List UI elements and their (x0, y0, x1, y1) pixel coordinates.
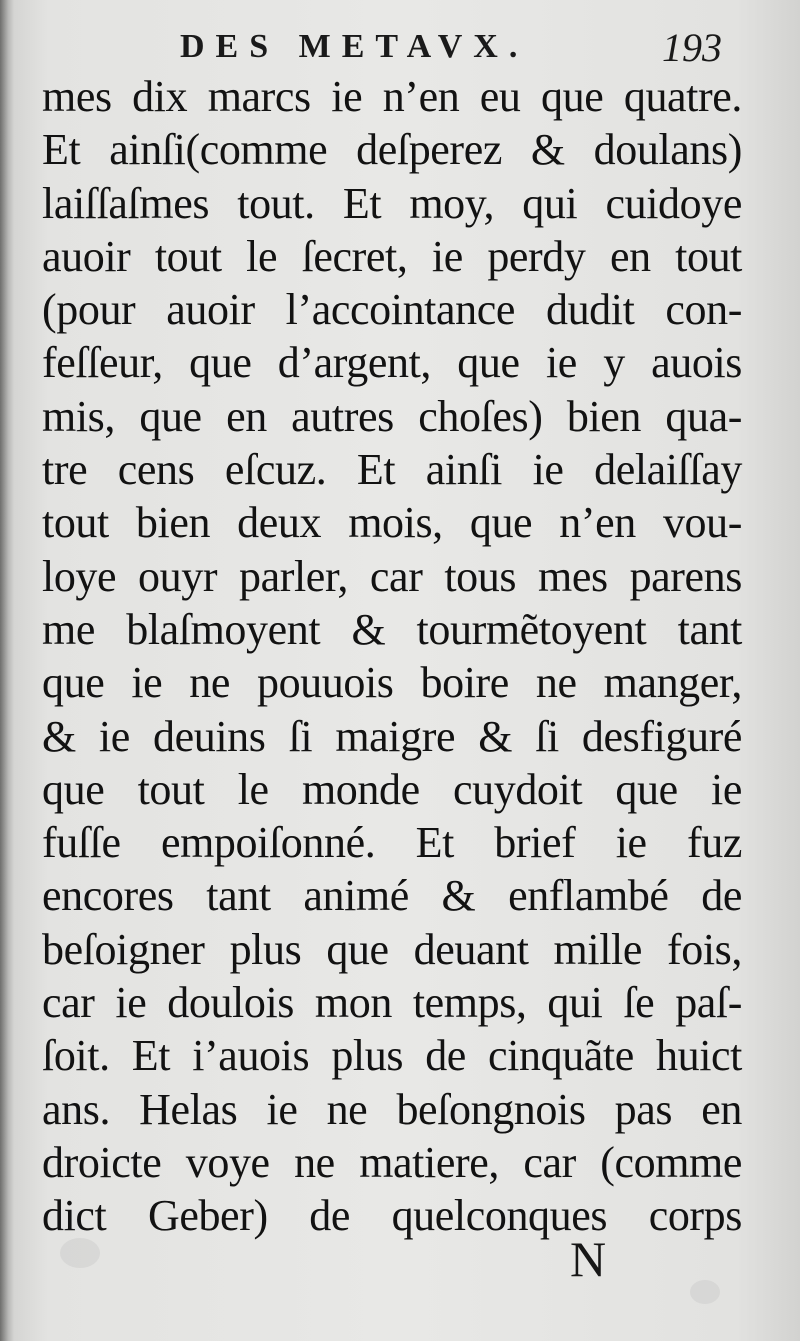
text-line: car ie doulois mon temps, qui ſe paſ- (42, 978, 742, 1028)
text-line: ans. Helas ie ne beſongnois pas en (42, 1084, 742, 1134)
text-line: laiſſaſmes tout. Et moy, qui cuidoye (42, 178, 742, 228)
ink-smudge (690, 1280, 720, 1304)
page-gutter-shadow (0, 0, 14, 1341)
text-line: encores tant animé & enflambé de (42, 871, 742, 921)
text-line: tout bien deux mois, que n’en vou- (42, 498, 742, 548)
text-line: auoir tout le ſecret, ie perdy en tout (42, 231, 742, 281)
text-line: beſoigner plus que deuant mille fois, (42, 924, 742, 974)
text-line: loye ouyr parler, car tous mes parens (42, 551, 742, 601)
running-head (0, 22, 800, 72)
text-line: que ie ne pouuois boire ne manger, (42, 658, 742, 708)
text-line: tre cens eſcuz. Et ainſi ie delaiſſay (42, 445, 742, 495)
text-line: Et ainſi(comme deſperez & doulans) (42, 125, 742, 175)
text-line: dict Geber) de quelconques corps (42, 1191, 742, 1241)
page-number: 193 (662, 25, 722, 70)
text-line: (pour auoir l’accointance dudit con- (42, 285, 742, 335)
body-text (42, 70, 742, 1243)
text-line: me blaſmoyent & tourmẽtoyent tant (42, 604, 742, 654)
signature-mark: N (570, 1231, 607, 1287)
text-line: fuſſe empoiſonné. Et brief ie fuz (42, 818, 742, 868)
text-line: feſſeur, que d’argent, que ie y auois (42, 338, 742, 388)
text-line: mes dix marcs ie n’en eu que quatre. (42, 72, 742, 121)
text-line: & ie deuins ſi maigre & ſi desfiguré (42, 711, 742, 761)
text-line: mis, que en autres choſes) bien qua- (42, 391, 742, 441)
text-line: ſoit. Et i’auois plus de cinquãte huict (42, 1031, 742, 1081)
text-line: droicte voye ne matiere, car (comme (42, 1137, 742, 1187)
text-line: que tout le monde cuydoit que ie (42, 764, 742, 814)
running-title: DES METAVX. (180, 28, 529, 65)
